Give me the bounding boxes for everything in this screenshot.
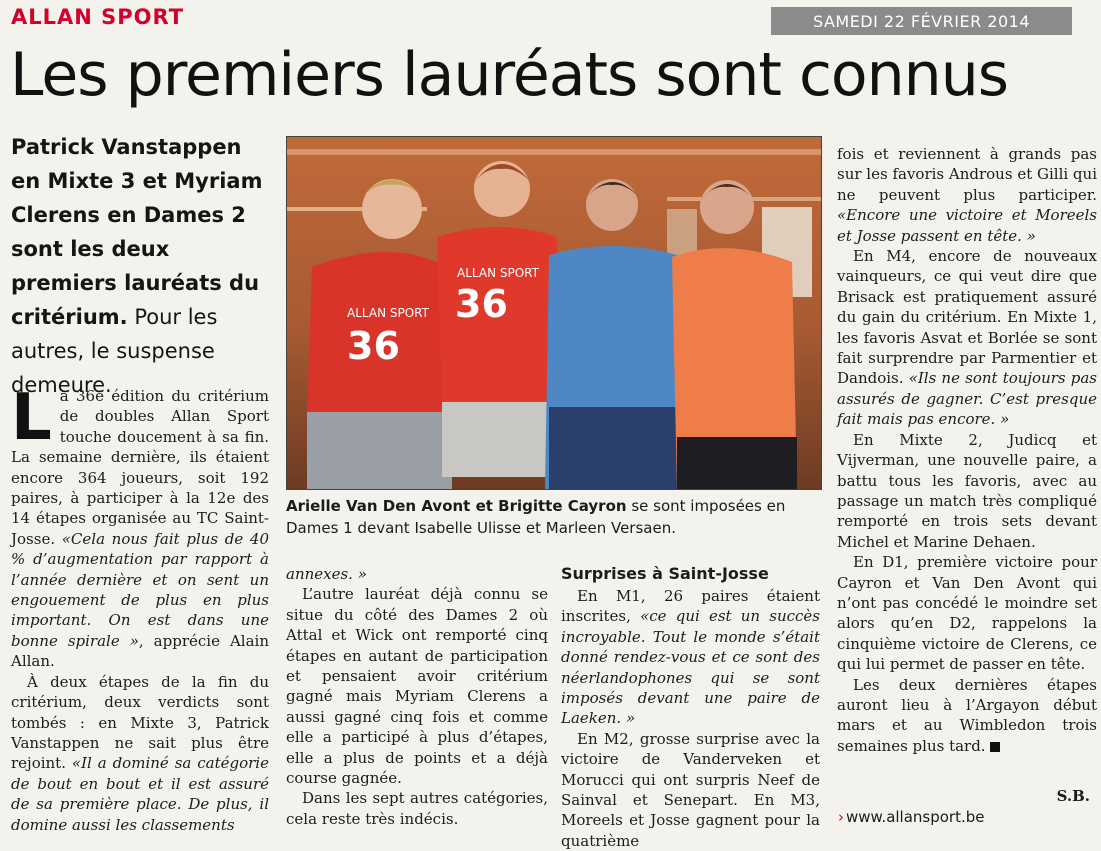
paragraph bbox=[561, 586, 820, 729]
paragraph bbox=[286, 564, 548, 584]
quote: «Il a dominé sa catégorie de bout en bout et il est assuré de sa première place. De plus, il domine aussi les classements bbox=[11, 754, 269, 834]
article-column-2 bbox=[286, 564, 548, 829]
website-link[interactable] bbox=[838, 808, 985, 826]
paragraph bbox=[837, 246, 1097, 430]
paragraph-text: fois et reviennent à grands pas sur les favoris Androus et Gilli qui ne peuvent plus participer. bbox=[837, 145, 1097, 204]
paragraph: Dans les sept autres catégories, cela reste très indécis. bbox=[286, 789, 548, 828]
article-column-1 bbox=[11, 381, 269, 835]
shirt-number: 36 bbox=[455, 282, 508, 326]
paragraph bbox=[11, 672, 269, 835]
article-column-4 bbox=[837, 144, 1097, 756]
quote: annexes. » bbox=[286, 565, 367, 583]
paragraph-text: Les deux dernières étapes auront lieu à l’Argayon début mars et au Wimbledon trois semaines plus tard. bbox=[837, 675, 1097, 755]
caption-text: se sont imposées en Dames 1 devant Isabelle Ulisse et Marleen Versaen. bbox=[286, 497, 786, 537]
paragraph-text: a 36e édition du critérium de doubles Allan Sport touche doucement à sa fin. La semaine dernière, ils étaient encore 364 joueurs, soit 192 paires, à participer à la 12e des 14 étapes organisée au TC Saint-Josse. bbox=[11, 387, 269, 548]
publication-date-band bbox=[771, 7, 1072, 35]
quote: «Cela nous fait plus de 40 % d’augmentation par rapport à l’année dernière et on sent un engouement de plus en plus important. On est dans une bonne spirale » bbox=[11, 529, 269, 650]
paragraph: En M2, grosse surprise avec la victoire de Vanderveken et Morucci qui ont surpris Neef de Sainval et Senepart. En M3, Moreels et Josse gagnent pour la quatrième bbox=[561, 729, 820, 850]
article-photo bbox=[286, 136, 822, 490]
photo-illustration bbox=[287, 137, 821, 489]
paragraph bbox=[837, 675, 1097, 757]
paragraph: L’autre lauréat déjà connu se situe du côté des Dames 2 où Attal et Wick ont remporté cinq étapes en autant de participation et pensaient avoir critérium gagné mais Myriam Clerens a aussi gagné cinq fois et comme elle a participé à plus d’étapes, elle a plus de points et a déjà course gagnée. bbox=[286, 585, 548, 788]
paragraph-text: , apprécie Alain Allan. bbox=[11, 631, 269, 671]
paragraph: En Mixte 2, Judicq et Vijverman, une nouvelle paire, a battu tous les favoris, avec au passage un match très compliqué remporté en trois sets devant Michel et Marine Dehaen. bbox=[837, 430, 1097, 551]
article-column-3 bbox=[561, 564, 820, 851]
quote: «Encore une victoire et Moreels et Josse passent en tête. » bbox=[837, 206, 1097, 245]
quote: «ce qui est un succès incroyable. Tout le monde s’était donné rendez-vous et ce sont des néerlandophones qui se sont imposés devant une paire de Laeken. » bbox=[561, 607, 821, 728]
paragraph bbox=[837, 144, 1097, 246]
shirt-number: 36 bbox=[347, 324, 400, 368]
end-mark-icon bbox=[990, 742, 1000, 752]
caption-names: Arielle Van Den Avont et Brigitte Cayron bbox=[286, 497, 627, 515]
publication-date: SAMEDI 22 FÉVRIER 2014 bbox=[812, 11, 1030, 31]
drop-cap: L bbox=[11, 381, 52, 455]
website-link-text[interactable]: www.allansport.be bbox=[846, 808, 985, 826]
article-headline: Les premiers lauréats sont connus bbox=[10, 40, 1008, 110]
shirt-text: ALLAN SPORT bbox=[457, 266, 539, 280]
photo-caption bbox=[286, 495, 820, 539]
paragraph-text: À deux étapes de la fin du critérium, deux verdicts sont tombés : en Mixte 3, Patrick Vanstappen ne sait plus être rejoint. bbox=[11, 672, 269, 773]
paragraph bbox=[11, 381, 269, 672]
section-subhead: Surprises à Saint-Josse bbox=[561, 564, 769, 583]
quote: «Ils ne sont toujours pas assurés de gagner. C’est presque fait mais pas encore. » bbox=[837, 369, 1098, 429]
shirt-text: ALLAN SPORT bbox=[347, 306, 429, 320]
paragraph-text: En M1, 26 paires étaient inscrites, bbox=[561, 587, 820, 626]
article-lead bbox=[11, 130, 273, 402]
paragraph: En D1, première victoire pour Cayron et Van Den Avont qui n’ont pas concédé le moindre set alors qu’en D2, rappelons la cinquième victoire de Clerens, ce qui lui permet de passer en tête. bbox=[837, 553, 1097, 674]
arrow-icon: › bbox=[838, 808, 844, 826]
newspaper-section-brand: ALLAN SPORT bbox=[11, 5, 185, 29]
author-signature: S.B. bbox=[1056, 787, 1090, 805]
paragraph-text: En M4, encore de nouveaux vainqueurs, ce qui veut dire que Brisack est pratiquement assuré du gain du critérium. En Mixte 1, les favoris Asvat et Borlée se sont fait surprendre par Parmentier et Dandois. bbox=[837, 247, 1097, 388]
lead-regular: Pour les autres, le suspense demeure. bbox=[11, 305, 218, 397]
lead-bold: Patrick Vanstappen en Mixte 3 et Myriam Clerens en Dames 2 sont les deux premiers lauréats du critérium. bbox=[11, 135, 263, 329]
